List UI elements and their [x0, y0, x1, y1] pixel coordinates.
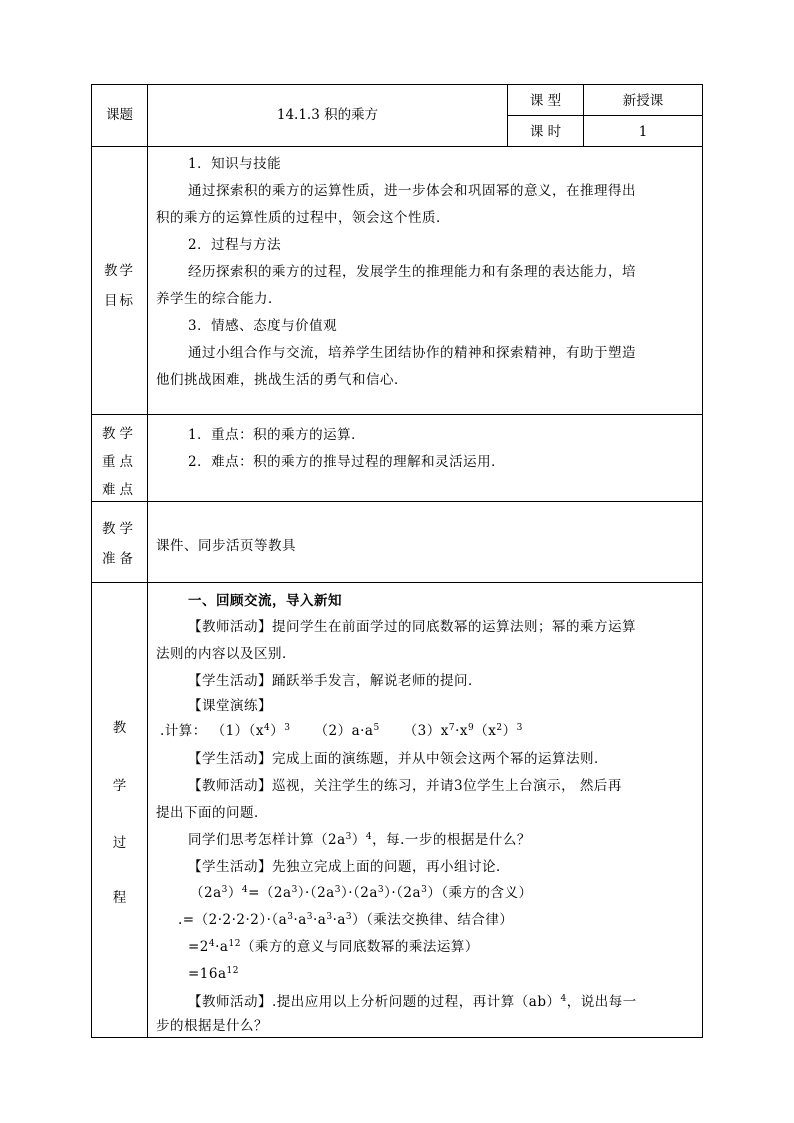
- objective-line: 他们挑战困难，挑战生活的勇气和信心．: [156, 372, 408, 388]
- row-divider-3: [91, 501, 703, 502]
- process-label-2: 学: [112, 778, 127, 794]
- derivation-line-1: $(2a^3)^4=(2a^3)\cdot(2a^3)\cdot(2a^3)\cdot(2a^3)$（乘方的含义）: [190, 885, 533, 901]
- section-heading: 一、回顾交流，导入新知: [188, 593, 342, 609]
- topic-title: 14.1.3 积的乘方: [276, 107, 379, 123]
- exercise-exp: 9: [468, 723, 475, 733]
- keypoint-line: 1．重点：积的乘方的运算．: [188, 427, 366, 443]
- row-divider-4: [91, 582, 703, 583]
- row-divider-1: [91, 146, 703, 147]
- objectives-label-2: 目标: [104, 293, 135, 309]
- objective-line: 通过探索积的乘方的运算性质，进一步体会和巩固幂的意义，在推理得出: [188, 183, 636, 199]
- objectives-label-1: 教学: [104, 263, 135, 279]
- preparation-text: 课件、同步活页等教具: [156, 538, 296, 554]
- objective-line: 2．过程与方法: [188, 237, 282, 253]
- process-label-3: 过: [112, 835, 127, 851]
- hours-label: 课 时: [529, 124, 562, 140]
- exercise-exp: 7: [448, 723, 456, 733]
- exercise-line: [160, 722, 704, 740]
- derivation-line-4: $=16a^{12}$: [188, 966, 239, 982]
- objective-line: 经历探索积的乘方的过程，发展学生的推理能力和有条理的表达能力，培: [188, 264, 636, 280]
- header-mid-divider: [507, 115, 703, 116]
- process-line: 【教师活动】提问学生在前面学过的同底数幂的运算法则；幂的乘方运算: [188, 619, 636, 635]
- row-divider-2: [91, 414, 703, 415]
- exercise-prefix: .计算：: [160, 723, 207, 739]
- process-line: 【教师活动】巡视，关注学生的练习，并请3位学生上台演示， 然后再: [188, 778, 622, 794]
- table-border-bottom: [91, 1037, 703, 1038]
- exercise-exp: 5: [373, 723, 380, 733]
- final-question-line-1: 【教师活动】.提出应用以上分析问题的过程，再计算（ab）$^4$，说出每一: [188, 994, 637, 1010]
- keypoints-label-1: 教学: [102, 426, 137, 442]
- final-question-line-2: 步的根据是什么？: [156, 1018, 268, 1034]
- process-line: 【课堂演练】: [188, 698, 272, 714]
- keypoints-label-3: 难点: [102, 482, 137, 498]
- derivation-line-3: $=2^4\cdot a^{12}$（乘方的意义与同底数幂的乘法运算）: [188, 939, 479, 955]
- exercise-exp: 4: [264, 723, 271, 733]
- hours-value: 1: [638, 124, 648, 140]
- keypoint-line: 2．难点：积的乘方的推导过程的理解和灵活运用．: [188, 454, 506, 470]
- exercise-item-1-base: （1）（x: [211, 723, 265, 739]
- exercise-item-2: （2）a·a: [314, 723, 374, 739]
- process-label-1: 教: [112, 720, 127, 736]
- objective-line: 通过小组合作与交流，培养学生团结协作的精神和探索精神，有助于塑造: [188, 345, 636, 361]
- process-line: 【学生活动】先独立完成上面的问题，再小组讨论．: [188, 859, 510, 875]
- question-line: 同学们思考怎样计算$(2a^3)^4$，每.一步的根据是什么？: [188, 832, 531, 848]
- keypoints-label-2: 重点: [102, 454, 137, 470]
- prep-label-2: 准备: [102, 551, 137, 567]
- derivation-line-2: $.=(2\cdot 2\cdot 2\cdot 2)\cdot(a^3\cdot a^3\cdot a^3\cdot a^3)$（乘法交换律、结合律）: [178, 912, 514, 928]
- exercise-paren: ）: [270, 723, 285, 739]
- exercise-item-3b: ·x: [455, 723, 469, 739]
- topic-label: 课题: [106, 107, 133, 123]
- exercise-exp: 2: [496, 723, 503, 733]
- process-line: 【学生活动】踊跃举手发言，解说老师的提问．: [188, 673, 482, 689]
- exercise-paren: ）: [502, 723, 517, 739]
- objective-line: 养学生的综合能力．: [156, 291, 282, 307]
- exercise-exp: 3: [284, 723, 291, 733]
- lesson-type-value: 新授课: [622, 93, 664, 109]
- label-column-divider: [147, 84, 148, 1038]
- exercise-item-3a: （3）x: [403, 723, 449, 739]
- prep-label-1: 教学: [102, 521, 137, 537]
- process-line: 法则的内容以及区别．: [156, 646, 296, 662]
- process-label-4: 程: [112, 890, 127, 906]
- objective-line: 积的乘方的运算性质的过程中，领会这个性质．: [156, 210, 450, 226]
- exercise-exp: 3: [516, 723, 523, 733]
- process-line: 提出下面的问题．: [156, 805, 268, 821]
- exercise-item-3c: （x: [474, 723, 497, 739]
- lesson-type-label: 课 型: [529, 93, 562, 109]
- objective-line: 1．知识与技能: [188, 156, 282, 172]
- objective-line: 3．情感、态度与价值观: [188, 318, 338, 334]
- table-border-top: [91, 84, 703, 85]
- process-line: 【学生活动】完成上面的演练题，并从中领会这两个幂的运算法则．: [188, 751, 608, 767]
